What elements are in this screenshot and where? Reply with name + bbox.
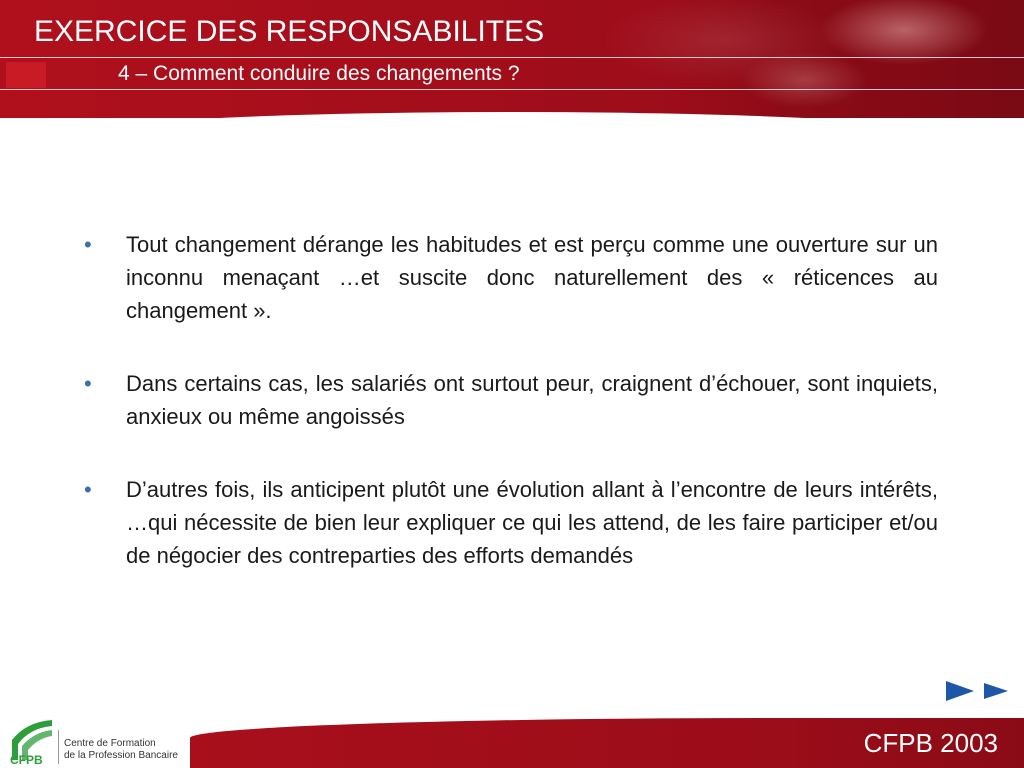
cfpb-logo-icon	[6, 714, 58, 766]
svg-text:CFPB: CFPB	[10, 753, 43, 766]
header-divider-top	[0, 57, 1024, 58]
bullet-item	[84, 228, 938, 327]
bullet-text: D’autres fois, ils anticipent plutôt une évolution allant à l’encontre de leurs intérêts, …qui nécessite de bien leur expliquer ce qui les attend, de les faire participer et/ou de négocier des contreparties des efforts demandés	[126, 477, 938, 568]
logo-divider	[58, 730, 59, 764]
header-accent-block	[6, 62, 46, 88]
logo-caption-line2: de la Profession Bancaire	[64, 750, 178, 761]
header-banner	[0, 0, 1024, 118]
footer-label: CFPB 2003	[863, 728, 998, 758]
next-slide-button[interactable]	[944, 675, 1018, 707]
slide-title: EXERCICE DES RESPONSABILITES	[34, 15, 545, 48]
bullet-marker: •	[84, 232, 92, 257]
double-play-arrow-icon	[944, 677, 1018, 705]
bullet-marker: •	[84, 371, 92, 396]
logo-caption-line1: Centre de Formation	[64, 738, 156, 749]
header-swoosh	[0, 112, 1024, 152]
bullet-text: Dans certains cas, les salariés ont surtout peur, craignent d’échouer, sont inquiets, anxieux ou même angoissés	[126, 371, 938, 429]
header-photo	[604, 0, 1024, 118]
bullet-marker: •	[84, 477, 92, 502]
bullet-item	[84, 367, 938, 433]
bullet-text: Tout changement dérange les habitudes et est perçu comme une ouverture sur un inconnu menaçant …et suscite donc naturellement des « réticences au changement ».	[126, 232, 938, 323]
bullet-list	[84, 228, 938, 612]
bullet-item	[84, 473, 938, 572]
cfpb-logo	[6, 714, 58, 766]
logo-caption	[64, 738, 178, 762]
header-divider-bottom	[0, 89, 1024, 90]
slide-subtitle: 4 – Comment conduire des changements ?	[118, 62, 520, 85]
